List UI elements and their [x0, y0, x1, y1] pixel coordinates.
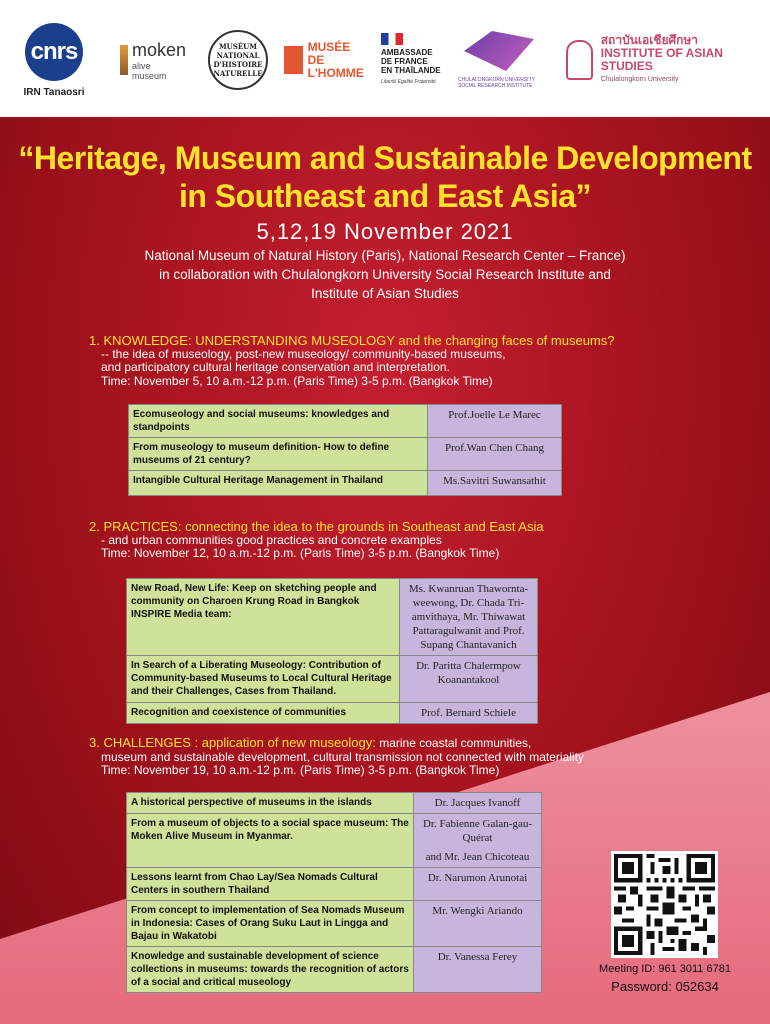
topic-cell: Intangible Cultural Heritage Management in Thailand — [129, 471, 428, 496]
topic-cell: Recognition and coexistence of communities — [127, 703, 400, 724]
chula-seal-icon — [566, 40, 593, 80]
topic-cell: In Search of a Liberating Museology: Contribution of Community-based Museums to Local Cultural Heritage and their Challenges, Cases from Thailand. — [127, 656, 400, 703]
moken-museum: museum — [131, 70, 167, 81]
logo-bar — [0, 0, 770, 117]
topic-cell: Knowledge and sustainable development of science collections in museums: towards the recognition of actors of a social and critical museology — [127, 947, 414, 993]
organizers-line-3: Institute of Asian Studies — [311, 286, 459, 301]
program-table-1 — [128, 404, 562, 496]
topic-cell: From museology to museum definition- How to define museums of 21 century? — [129, 438, 428, 471]
meeting-id: Meeting ID: 961 3011 6781 — [599, 963, 731, 975]
organizers-line-2: in collaboration with Chulalongkorn University Social Research Institute and — [159, 267, 611, 282]
mnhn-logo — [207, 14, 269, 106]
topic-text: New Road, New Life: Keep on sketching people and community on Charoen Krung Road in Bangkok — [131, 583, 377, 607]
section-line: - and urban communities good practices and concrete examples — [101, 532, 442, 547]
mnhn-seal: MUSÉUM NATIONAL D'HISTOIRE NATURELLE — [208, 30, 268, 90]
speaker-cell: Dr. Paritta Chalermpow Koanantakool — [400, 656, 538, 703]
section-heading: 3. CHALLENGES : application of new museology: — [89, 735, 376, 750]
table-row — [127, 703, 538, 724]
ias-english-name: INSTITUTE OF ASIAN STUDIES — [600, 46, 723, 73]
moken-wordmark: moken — [131, 39, 187, 60]
topic-cell: Lessons learnt from Chao Lay/Sea Nomads Cultural Centers in southern Thailand — [127, 868, 414, 901]
cusri-logo — [458, 14, 540, 106]
table-row — [129, 438, 562, 471]
poster — [0, 117, 770, 1024]
speaker-cell: Dr. Jacques Ivanoff — [414, 793, 542, 814]
cnrs-logo-mark: cnrs — [25, 23, 83, 81]
table-row — [129, 471, 562, 496]
cusri-text: CHULALONGKORN UNIVERSITY SOCIAL RESEARCH INSTITUTE — [458, 77, 535, 89]
table-row — [127, 947, 542, 993]
table-row — [127, 868, 542, 901]
speaker-cell: Prof.Joelle Le Marec — [428, 405, 562, 438]
ias-logo — [566, 14, 756, 106]
topic-cell — [127, 579, 400, 656]
table-row — [127, 793, 542, 814]
mdh-mark-icon — [284, 46, 303, 74]
musee-de-lhomme-logo — [284, 14, 366, 106]
embassy-line3: EN THAÏLANDE — [381, 66, 441, 75]
topic-cell: From a museum of objects to a social space museum: The Moken Alive Museum in Myanmar. — [127, 814, 414, 868]
section-time: Time: November 12, 10 a.m.-12 p.m. (Paris Time) 3-5 p.m. (Bangkok Time) — [101, 546, 500, 560]
topic-cell: A historical perspective of museums in the islands — [127, 793, 414, 814]
topic-cell: From concept to implementation of Sea Nomads Museum in Indonesia: Cases of Orang Suku Laut in Lingga and Bajau in Wakatobi — [127, 901, 414, 947]
topic-team: INSPIRE Media team: — [131, 609, 232, 620]
mdh-line2: L'HOMME — [307, 65, 364, 80]
cusri-mark-icon — [464, 31, 534, 71]
speaker-cell: Dr. Narumon Arunotai — [414, 868, 542, 901]
program-table-2 — [126, 578, 538, 724]
event-dates: 5,12,19 November 2021 — [256, 219, 514, 244]
speaker-cell: Mr. Wengki Ariando — [414, 901, 542, 947]
embassy-logo — [381, 14, 451, 106]
table-row — [129, 405, 562, 438]
french-flag-icon — [381, 33, 403, 45]
speaker-name: and Mr. Jean Chicoteau — [425, 851, 530, 863]
ias-university: Chulalongkorn University — [600, 76, 679, 83]
speaker-cell: Ms.Savitri Suwansathit — [428, 471, 562, 496]
speaker-cell — [414, 814, 542, 868]
title-line-2: in Southeast and East Asia” — [178, 178, 592, 214]
organizers-line-1: National Museum of Natural History (Paris), National Research Center – France) — [144, 248, 626, 263]
embassy-line1: AMBASSADE — [381, 48, 433, 57]
table-row — [127, 814, 542, 868]
table-row — [127, 901, 542, 947]
cnrs-subtitle: IRN Tanaosri — [23, 86, 85, 98]
moken-museum-logo — [108, 14, 198, 106]
section-heading: 1. KNOWLEDGE: UNDERSTANDING MUSEOLOGY and the changing faces of museums? — [89, 333, 615, 348]
meeting-password: Password: 052634 — [611, 979, 719, 994]
title-line-1: “Heritage, Museum and Sustainable Development — [18, 140, 752, 176]
section-time: Time: November 19, 10 a.m.-12 p.m. (Paris Time) 3-5 p.m. (Bangkok Time) — [101, 763, 500, 777]
speaker-cell: Prof. Bernard Schiele — [400, 703, 538, 724]
section-heading: 2. PRACTICES: connecting the idea to the grounds in Southeast and East Asia — [89, 519, 544, 534]
qr-code-icon[interactable] — [611, 851, 718, 958]
moken-alive: alive — [131, 60, 151, 71]
embassy-line2: DE FRANCE — [381, 57, 428, 66]
mdh-line1: MUSÉE DE — [307, 39, 351, 67]
embassy-motto: Liberté Égalité Fraternité — [381, 79, 436, 85]
speaker-name: Dr. Fabienne Galan-gau-Quérat — [422, 818, 533, 844]
cnrs-logo — [22, 14, 86, 106]
section-practices — [89, 520, 749, 561]
moken-mark-icon — [120, 45, 128, 75]
section-line: and participatory cultural heritage conservation and interpretation. — [101, 360, 450, 374]
section-line: -- the idea of museology, post-new museology/ community-based museums, — [101, 346, 506, 361]
speaker-cell: Dr. Vanessa Ferey — [414, 947, 542, 993]
table-row — [127, 656, 538, 703]
section-line: museum and sustainable development, cultural transmission not connected with materiality — [101, 749, 584, 764]
speaker-cell: Ms. Kwanruan Thawornta-weewong, Dr. Chada Tri-amvithaya, Mr. Thiwawat Pattaragulwanit and Prof. Supang Chantavanich — [400, 579, 538, 656]
topic-cell: Ecomuseology and social museums: knowledges and standpoints — [129, 405, 428, 438]
section-time: Time: November 5, 10 a.m.-12 p.m. (Paris Time) 3-5 p.m. (Bangkok Time) — [101, 373, 493, 388]
section-heading-rest: marine coastal communities, — [379, 736, 532, 750]
program-table-3 — [126, 792, 542, 993]
ias-thai-name: สถาบันเอเชียศึกษา — [600, 33, 698, 47]
section-challenges — [89, 736, 749, 778]
section-knowledge — [89, 334, 749, 388]
speaker-cell: Prof.Wan Chen Chang — [428, 438, 562, 471]
table-row — [127, 579, 538, 656]
